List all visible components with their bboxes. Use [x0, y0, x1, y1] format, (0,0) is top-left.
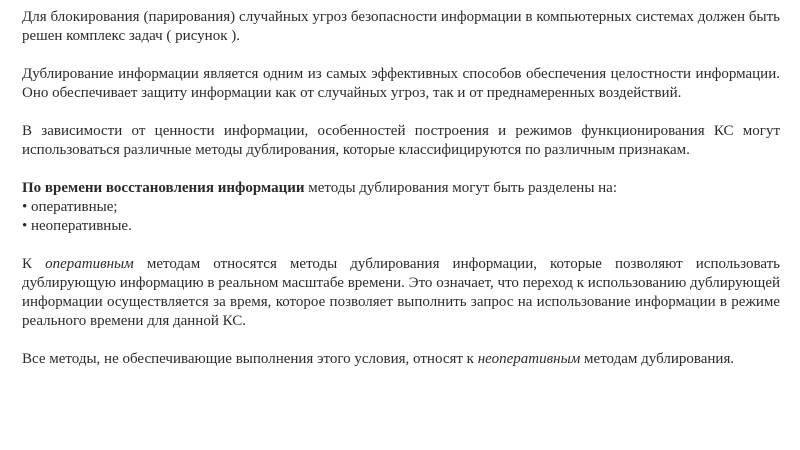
list-item-operative: • оперативные; — [22, 199, 118, 215]
paragraph-threat-blocking: Для блокирования (парирования) случайных угроз безопасности информации в компьютерных системах должен быть решен комплекс задач ( рисунок ). — [22, 9, 780, 44]
paragraph-non-operative-methods — [22, 350, 780, 369]
paragraph-duplication-definition: Дублирование информации является одним из самых эффективных способов обеспечения целостности информации. Оно обеспечивает защиту информации как от случайных угроз, так и от преднамеренных воздействий. — [22, 66, 780, 101]
non-operative-intro: Все методы, не обеспечивающие выполнения этого условия, относят к — [22, 351, 478, 367]
paragraph-duplication-methods: В зависимости от ценности информации, особенностей построения и режимов функционирования КС могут использоваться различные методы дублирования, которые классифицируются по различным признакам. — [22, 123, 780, 158]
recovery-time-heading: По времени восстановления информации — [22, 180, 305, 196]
recovery-time-text: методы дублирования могут быть разделены на: — [304, 180, 618, 196]
operative-intro: К — [22, 256, 46, 272]
method-type-list — [22, 198, 780, 236]
operative-term: оперативным — [45, 256, 134, 272]
list-item-non-operative: • неоперативные. — [22, 218, 132, 234]
operative-description: методам относятся методы дублирования информации, которые позволяют использовать дублирующую информацию в реальном масштабе времени. Это означает, что переход к использованию дублирующей информации осуществляется за время, которое позволяет выполнить запрос на использование информации в режиме реального времени для данной КС. — [22, 256, 780, 329]
non-operative-description: методам дублирования. — [580, 351, 735, 367]
non-operative-term: неоперативным — [477, 351, 581, 367]
paragraph-operative-methods — [22, 255, 780, 331]
paragraph-recovery-time — [22, 179, 780, 198]
